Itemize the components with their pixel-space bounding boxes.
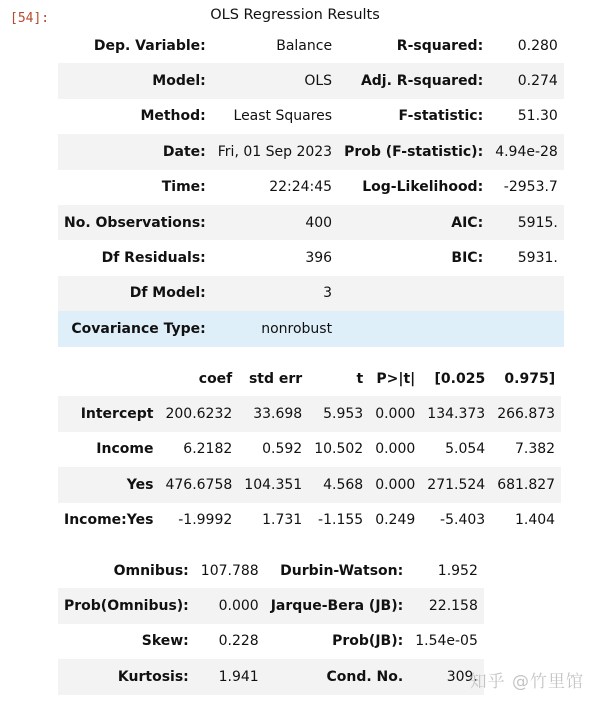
summary-row <box>58 276 564 311</box>
summary-value <box>489 311 564 346</box>
diag-label: Durbin-Watson: <box>280 562 404 579</box>
coef-variable: Yes <box>58 467 159 502</box>
summary-value: 22:24:45 <box>269 179 333 196</box>
summary-value: 396 <box>305 250 333 267</box>
diag-label: Kurtosis: <box>58 659 195 694</box>
diag-row <box>58 659 484 694</box>
summary-row-highlighted <box>58 311 564 346</box>
summary-row <box>58 99 564 134</box>
coef-header: std err <box>248 370 303 387</box>
coef-cell: 104.351 <box>238 467 308 502</box>
coef-header: coef <box>198 370 233 387</box>
summary-label <box>338 276 489 311</box>
coef-row <box>58 432 561 467</box>
coef-variable: Income:Yes <box>64 512 154 529</box>
coef-cell: 1.404 <box>515 512 556 529</box>
coef-row <box>58 467 561 502</box>
diag-label: Jarque-Bera (JB): <box>265 588 410 623</box>
summary-value: Balance <box>276 37 333 54</box>
coef-header: P>|t| <box>376 370 416 387</box>
coef-cell: 681.827 <box>491 467 561 502</box>
diag-label: Prob(JB): <box>332 633 404 650</box>
summary-table <box>58 28 564 347</box>
watermark: 知乎 @竹里馆 <box>469 672 584 692</box>
summary-label: AIC: <box>338 205 489 240</box>
diag-value: 1.54e-05 <box>415 633 478 650</box>
coef-cell: -1.155 <box>318 512 364 529</box>
diag-row <box>58 553 484 588</box>
coefficient-table <box>58 361 561 538</box>
coef-cell: 200.6232 <box>159 396 238 431</box>
diag-row <box>58 588 484 623</box>
summary-value: 400 <box>212 205 338 240</box>
coef-cell: 10.502 <box>314 441 364 458</box>
summary-label: Df Residuals: <box>101 250 206 267</box>
summary-value <box>489 276 564 311</box>
coef-cell: 266.873 <box>491 396 561 431</box>
coef-variable: Intercept <box>58 396 159 431</box>
coef-cell: 5.054 <box>445 441 486 458</box>
coef-header: t <box>356 370 364 387</box>
diag-value: 1.941 <box>195 659 265 694</box>
diag-label: Prob(Omnibus): <box>58 588 195 623</box>
summary-value: 4.94e-28 <box>489 134 564 169</box>
summary-row <box>58 63 564 98</box>
coef-row <box>58 396 561 431</box>
coef-cell: 476.6758 <box>159 467 238 502</box>
coef-row <box>58 503 561 538</box>
summary-value: -2953.7 <box>503 179 558 196</box>
summary-label: Log-Likelihood: <box>362 179 484 196</box>
summary-label: No. Observations: <box>58 205 212 240</box>
summary-row <box>58 205 564 240</box>
summary-label: Model: <box>58 63 212 98</box>
summary-value: 5931. <box>517 250 558 267</box>
coef-cell: -1.9992 <box>178 512 233 529</box>
summary-label: Date: <box>58 134 212 169</box>
summary-label: Dep. Variable: <box>93 37 206 54</box>
coef-cell: 1.731 <box>262 512 303 529</box>
diag-value: 107.788 <box>200 562 259 579</box>
summary-value: 0.280 <box>517 37 558 54</box>
summary-row <box>58 134 564 169</box>
summary-value: 51.30 <box>517 108 558 125</box>
summary-value: Fri, 01 Sep 2023 <box>212 134 338 169</box>
coef-cell: 0.249 <box>375 512 416 529</box>
diag-value: 22.158 <box>409 588 484 623</box>
summary-label: F-statistic: <box>398 108 484 125</box>
coef-cell: 0.592 <box>262 441 303 458</box>
summary-row <box>58 240 564 275</box>
summary-label: BIC: <box>451 250 484 267</box>
diag-label: Skew: <box>141 633 189 650</box>
coef-cell: -5.403 <box>440 512 486 529</box>
coef-header <box>58 361 159 396</box>
coef-header: [0.025 <box>434 370 486 387</box>
coef-header-row <box>58 361 561 396</box>
coef-cell: 33.698 <box>238 396 308 431</box>
diag-label: Cond. No. <box>265 659 410 694</box>
summary-value: OLS <box>212 63 338 98</box>
diag-value: 0.000 <box>195 588 265 623</box>
summary-row <box>58 28 564 63</box>
summary-value: 5915. <box>489 205 564 240</box>
summary-value: 3 <box>212 276 338 311</box>
summary-label: Adj. R-squared: <box>338 63 489 98</box>
summary-label: R-squared: <box>396 37 484 54</box>
summary-row <box>58 170 564 205</box>
coef-header: 0.975] <box>504 370 556 387</box>
coef-cell: 5.953 <box>308 396 369 431</box>
summary-label: Prob (F-statistic): <box>338 134 489 169</box>
coef-cell: 134.373 <box>421 396 491 431</box>
coef-cell: 7.382 <box>515 441 556 458</box>
summary-label: Time: <box>161 179 206 196</box>
diag-value: 1.952 <box>437 562 478 579</box>
coef-cell: 6.2182 <box>183 441 233 458</box>
diagnostics-table <box>58 553 484 695</box>
summary-label: Df Model: <box>58 276 212 311</box>
cell-prompt: [54]: <box>10 11 50 26</box>
coef-cell: 0.000 <box>375 441 416 458</box>
coef-cell: 0.000 <box>369 396 421 431</box>
results-caption: OLS Regression Results <box>210 7 380 23</box>
coef-cell: 0.000 <box>369 467 421 502</box>
diag-label: Omnibus: <box>113 562 189 579</box>
summary-value: nonrobust <box>212 311 338 346</box>
coef-cell: 271.524 <box>421 467 491 502</box>
summary-value: 0.274 <box>489 63 564 98</box>
coef-cell: 4.568 <box>308 467 369 502</box>
summary-label <box>338 311 489 346</box>
coef-variable: Income <box>96 441 154 458</box>
summary-label: Method: <box>140 108 206 125</box>
diag-value: 309. <box>409 659 484 694</box>
summary-label: Covariance Type: <box>58 311 212 346</box>
diag-row <box>58 624 484 659</box>
summary-value: Least Squares <box>233 108 333 125</box>
diag-value: 0.228 <box>218 633 259 650</box>
